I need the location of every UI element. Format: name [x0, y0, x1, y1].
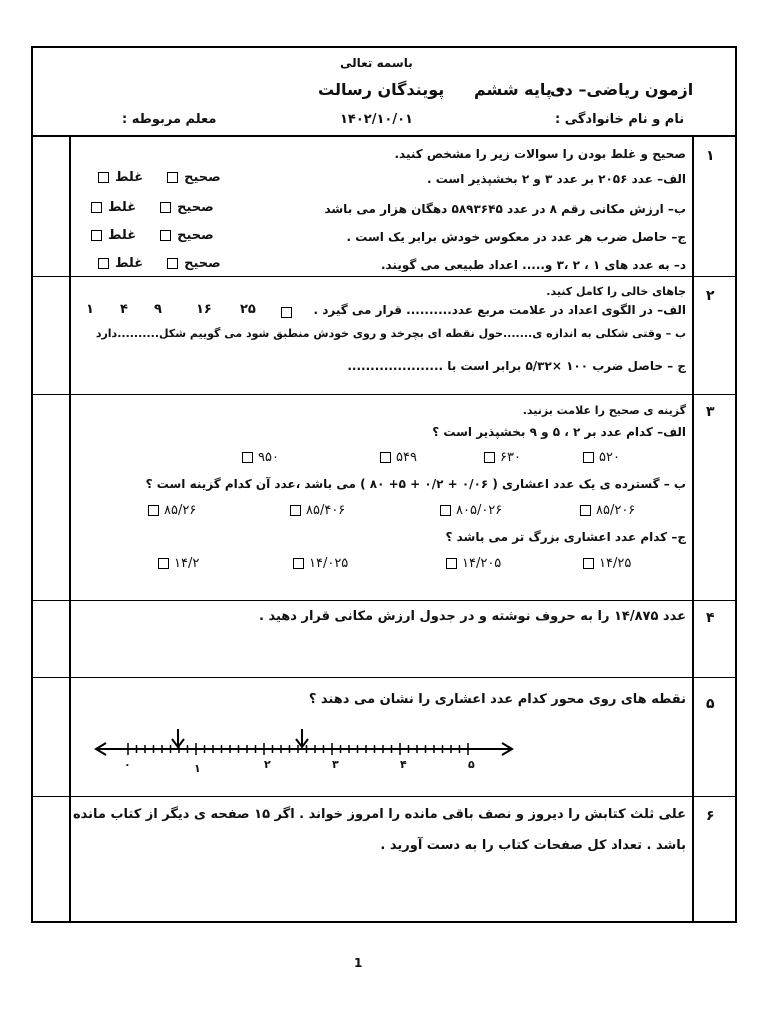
- true-checkbox[interactable]: [160, 230, 171, 241]
- q1-c-options: [91, 228, 214, 243]
- row-divider: [31, 394, 737, 395]
- option[interactable]: [158, 556, 199, 571]
- option-label: ۸۰۵/۰۲۶: [456, 503, 503, 518]
- frame-right: [735, 46, 737, 923]
- option[interactable]: [583, 556, 631, 571]
- frame-top: [31, 46, 737, 48]
- page-number: 1: [354, 956, 363, 970]
- option-label: ۹۵۰: [258, 450, 279, 465]
- q3-title: گزینه ی صحیح را علامت بزنید.: [522, 404, 686, 417]
- q2-item-c: ج – حاصل ضرب ۱۰۰ ×۵/۳۲ برابر است با .....................: [347, 359, 686, 373]
- option-label: ۸۵/۴۰۶: [306, 503, 346, 518]
- tick-label: ۱: [194, 762, 201, 775]
- q1-item-a: الف– عدد ۲۰۵۶ بر عدد ۳ و ۲ بخشپذیر است .: [426, 172, 686, 186]
- option[interactable]: [242, 450, 279, 465]
- frame-left: [31, 46, 33, 923]
- option[interactable]: [293, 556, 348, 571]
- question-number: ۳: [706, 404, 715, 420]
- q6-line1: علی ثلث کتابش را دیروز و نصف باقی مانده را امروز خواند . اگر ۱۵ صفحه ی دیگر از کتاب مانده: [72, 807, 686, 822]
- option-checkbox[interactable]: [446, 558, 457, 569]
- q1-item-c: ج– حاصل ضرب هر عدد در معکوس خودش برابر یک است .: [346, 230, 686, 244]
- option[interactable]: [583, 450, 620, 465]
- frame-bottom: [31, 921, 737, 923]
- option-label: ۱۴/۰۲۵: [309, 556, 349, 571]
- teacher-label: معلم مربوطه :: [122, 112, 217, 127]
- basmala: باسمه تعالی: [340, 56, 413, 70]
- row-divider: [31, 796, 737, 797]
- option-checkbox[interactable]: [242, 452, 253, 463]
- option-checkbox[interactable]: [290, 505, 301, 516]
- school-name: پویندگان رسالت: [318, 80, 445, 99]
- q2-item-b: ب – وقتی شکلی به اندازه ی.......حول نقطه ای بچرخد و روی خودش منطبق شود می گوییم شکل..........دارد: [95, 327, 686, 340]
- option-label: ۱۴/۲: [174, 556, 200, 571]
- sequence-number: ۲۵: [240, 302, 256, 317]
- true-label: صحیح: [177, 200, 214, 215]
- false-label: غلط: [108, 228, 137, 243]
- name-label: نام و نام خانوادگی :: [555, 112, 685, 127]
- number-column-line: [692, 136, 694, 922]
- row-divider: [31, 677, 737, 678]
- grade: – پایه ششم: [474, 80, 566, 99]
- option-checkbox[interactable]: [440, 505, 451, 516]
- option[interactable]: [446, 556, 501, 571]
- question-number: ۲: [706, 288, 715, 304]
- q5-text: نقطه های روی محور کدام عدد اعشاری را نشان می دهند ؟: [308, 692, 686, 707]
- question-number: ۱: [706, 148, 715, 164]
- tick-label: ۴: [400, 758, 407, 771]
- false-checkbox[interactable]: [91, 202, 102, 213]
- row-divider: [31, 276, 737, 277]
- row-divider: [31, 600, 737, 601]
- question-number: ۴: [706, 610, 715, 626]
- tick-label: ۵: [468, 758, 475, 771]
- question-number: ۶: [706, 808, 715, 824]
- sequence-number: ۴: [120, 302, 128, 317]
- pointer-arrow-icon: [296, 729, 308, 747]
- option-label: ۱۴/۲۵: [599, 556, 632, 571]
- exam-title: ازمون ریاضی– دی: [550, 80, 694, 99]
- false-label: غلط: [115, 256, 144, 271]
- option-label: ۸۵/۲۰۶: [596, 503, 636, 518]
- option-checkbox[interactable]: [158, 558, 169, 569]
- option-checkbox[interactable]: [583, 452, 594, 463]
- q2-item-a: الف– در الگوی اعداد در علامت مربع عدد.......... قرار می گیرد .: [313, 303, 686, 317]
- sequence-number: ۱۶: [196, 302, 212, 317]
- option-checkbox[interactable]: [580, 505, 591, 516]
- option-label: ۵۴۹: [396, 450, 417, 465]
- tick-label: ۰: [124, 758, 131, 771]
- false-checkbox[interactable]: [98, 172, 109, 183]
- option-label: ۱۴/۲۰۵: [462, 556, 502, 571]
- option-checkbox[interactable]: [583, 558, 594, 569]
- pointer-arrow-icon: [172, 729, 184, 747]
- q3-item-c: ج– کدام عدد اعشاری بزرگ تر می باشد ؟: [445, 530, 686, 544]
- tick-label: ۳: [332, 758, 339, 771]
- sequence-number: ۹: [154, 302, 162, 317]
- q6-line2: باشد . تعداد کل صفحات کتاب را به دست آورید .: [380, 838, 686, 853]
- q4-text: عدد ۱۴/۸۷۵ را به حروف نوشته و در جدول ارزش مکانی قرار دهید .: [258, 609, 686, 624]
- option-checkbox[interactable]: [148, 505, 159, 516]
- option[interactable]: [580, 503, 635, 518]
- header-divider: [31, 135, 737, 137]
- q1-title: صحیح و غلط بودن را سوالات زیر را مشخص کنید.: [394, 147, 686, 161]
- true-label: صحیح: [177, 228, 214, 243]
- q1-item-d: د– به عدد های ۱ ، ۲ ،۳ و..... اعداد طبیعی می گویند.: [380, 258, 686, 272]
- option[interactable]: [380, 450, 417, 465]
- option-checkbox[interactable]: [380, 452, 391, 463]
- option[interactable]: [484, 450, 521, 465]
- option-label: ۸۵/۲۶: [164, 503, 197, 518]
- true-label: صحیح: [184, 170, 221, 185]
- q3-item-b: ب – گسترده ی یک عدد اعشاری ( ۰/۰۶ + ۰/۲ + ۵+ ۸۰ ) می باشد ،عدد آن کدام گزینه است ؟: [145, 477, 686, 491]
- q1-item-b: ب– ارزش مکانی رقم ۸ در عدد ۵۸۹۳۶۴۵ دهگان هزار می باشد: [324, 202, 686, 216]
- option-checkbox[interactable]: [484, 452, 495, 463]
- option-label: ۶۳۰: [500, 450, 521, 465]
- sequence-square: [281, 307, 292, 318]
- question-number: ۵: [706, 696, 715, 712]
- option-label: ۵۲۰: [599, 450, 620, 465]
- q1-b-options: [91, 200, 214, 215]
- left-column-line: [69, 136, 71, 922]
- false-checkbox[interactable]: [98, 258, 109, 269]
- false-label: غلط: [108, 200, 137, 215]
- true-checkbox[interactable]: [160, 202, 171, 213]
- true-label: صحیح: [184, 256, 221, 271]
- sequence-number: ۱: [86, 302, 94, 317]
- true-checkbox[interactable]: [167, 172, 178, 183]
- q2-title: جاهای خالی را کامل کنید.: [546, 285, 686, 298]
- option[interactable]: [440, 503, 502, 518]
- number-line: [90, 725, 520, 775]
- exam-date: ۱۴۰۲/۱۰/۰۱: [340, 112, 413, 127]
- q1-a-options: [98, 170, 221, 185]
- false-label: غلط: [115, 170, 144, 185]
- tick-label: ۲: [264, 758, 271, 771]
- option[interactable]: [148, 503, 196, 518]
- false-checkbox[interactable]: [91, 230, 102, 241]
- true-checkbox[interactable]: [167, 258, 178, 269]
- option[interactable]: [290, 503, 345, 518]
- q3-item-a: الف– کدام عدد بر ۲ ، ۵ و ۹ بخشپذیر است ؟: [432, 425, 686, 439]
- option-checkbox[interactable]: [293, 558, 304, 569]
- q1-d-options: [98, 256, 221, 271]
